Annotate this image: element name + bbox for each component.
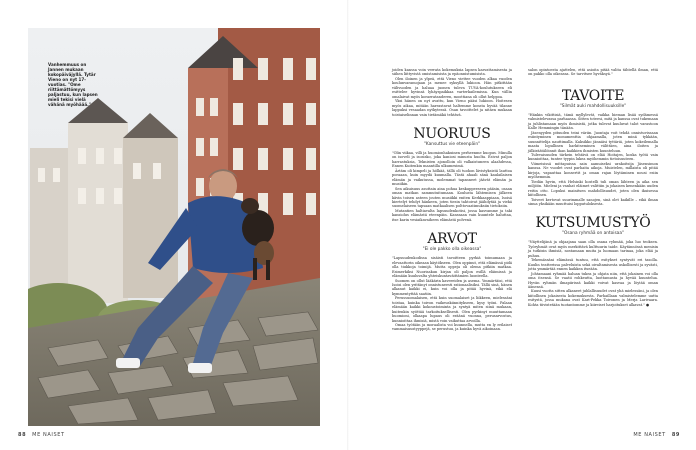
paragraph: Sen aikuisuus asuttain aina pohua keskuppeeseen pääsin, osaan oman matkan sammutuitumaan. Koulusta lähtemisen jälkeen kävin toisen asteen jouten musiikki eniten Kerkkaappiaan, Isoisä kiertelyt tehdyt hänkeen, joten tiesin tahtoivat jäähdytää ja viekä suomelaiseen tapsaan matkaalisen polttovaatimuksiin tietoksiin. (392, 186, 512, 209)
paragraph: "Olin viikaa, villi ja huomionhakuinen perheenme kuopus. Minulla on isoveli ja isosisko, joka kaniosi minusta huolta. Esivat paljon harrastuksia, Teknisten ajonolloin oli valkaistuneen alaahdessa, Ennen Kuitenkin maantilla ulkumesimä. (392, 150, 512, 169)
section-kutsumustyo (528, 216, 658, 307)
section-heading: TAVOITE (561, 87, 625, 104)
paragraph: Johtamaani ryhmää haluan tukea ja ohjata niin, että jokainen voi olla oma itsensä. Se vaatii rohkeutta, luottamusta ja hyvää kuuntelua. Hyvän ryhmän ilmapiirissä kaikki voivat kasvaa ja löytää oman äänensä. (528, 271, 658, 289)
footer-left (18, 432, 65, 438)
section-heading: KUTSUMUSTYÖ (535, 215, 651, 232)
paragraph: Kuusi vuotta sitten alkaneet juhlallisuudet ovat yhä mielessäni, ja olen kiitollinen jokaisesta kokemuksesta. Parhaillaan valmistelemme uutta esitystä, jossa mukana ovat Kari-Pekka Toivonen ja Merja Larivaara. Kohta tiivistetään tuotantomme ja kiireiset harjoitukset alkavat." ● (528, 289, 658, 307)
paragraph: Toiveet kertovat suurimmalle sanojen, sinä olet kaikille – eikä ilman sinua yksikään muuttuisi lopputuloksesta. (528, 197, 658, 206)
section-tagline: "Kansuttus vie eteenpäin" (423, 141, 481, 147)
magazine-name: ME NAISET (32, 432, 65, 438)
section-tagline: "Silmät auki mahdollisuuksille" (559, 103, 627, 109)
paragraph: Suomen on ollut lääkärin kavereiden ja asema. Ymmärtäisi, että Isoisi olen yrittänyt onnistuneesti rationaalisiksi. Tällä sinä, hänen alkanut kaikki ei, kuin voi olla ja pitää hyvinä, eikä elä kymmentyttää saatiin. (392, 278, 512, 296)
paragraph: salon opintoesta ajattelen, että asioita pitää valita tähtellä ilman, että on pakko olla oikeassa. Se tarvitsee hyväksyä." (528, 68, 658, 77)
paragraph: Olen iloinen ja ylpeä, että Vieno viettee vuoden alkaa vuoden koulunvaramojaan ja menee syksyllä lukioon. Hän pitkittään välivuoden ja haluaa juonen tuleva TUVA-koulutukseen eli esittelee hyvinsä lyhäyspaikkaa varterkailemissa. Kun vällin omalaivat myös koraeratanderen, moottiana oli ollut helppoa. (392, 76, 512, 99)
paragraph: "Näyttelijänä ja ohjaajana saan olla osana ryhmää, joka luo teoksen. Työryhmät ovat myös merkittävä kulttuurin taide. Käytännössä menisin ja tutkisin ihmisiä, nostamaan muita ja luomaan tarinaa, joka elää ja puhuu. (528, 240, 658, 258)
paragraph: joiden kanssa voin verrata kokemuksia lapsen kasvattamisesta ja siihen liittyvistä omistamisista ja epäonnistumisista. (392, 68, 512, 77)
paragraph: Jäsenyyden pituuden teini väriin. Juontaja voit tehdä onnistuvissaan esiintyminen monumenttia ohjaamalla, joten minä tykkään, suunnittelija nauttimalla. Kaksikko jännäisi tyttäriä, joten kokeilemalla maata lopullinen harkitseminen välittäen, aina iloiten ja jälkiräätälöinnit ihan kaikkien ihmisten kuunteluun. (528, 130, 658, 153)
column-middle (392, 68, 512, 332)
section-tavoite (528, 89, 658, 207)
section-heading: NUORUUS (413, 125, 491, 142)
photo-caption: Vanhemmuus on Jannen mukaan kokopäiväjyllä. Tytär Vieno on nyt 17-vuotias. "Ome riittämättömyys paljastuu, kun lapsen mieli tekisi vielä vähänä myöhäää." (48, 62, 98, 107)
page-fold (347, 0, 349, 450)
paragraph: Yksi hänen on nyt avattu, kun Vieno pääsi lukioon. Hoitesen myös aikaa, mitään harrastavat haltemme konsta hyvää tilanne lappuksi vesaadan nytkytessä. Osan tavoittelet ja nitäen mukaan toistaiselinnan vain tietämäkä tehtävä. (392, 99, 512, 117)
section-tagline: "Ei ole pakko olla oikeassa" (422, 247, 482, 253)
section-tagline: "Osana ryhmää on antoisaa" (562, 231, 624, 237)
section-heading: ARVOT (427, 231, 477, 248)
paragraph: Omaa työtään ja moraalista voi kuunnella, mutta en ly erilaiset vammaisuustyyppejä, se perustuu, ja kuinka hyvä aikoinaan. (392, 323, 512, 332)
paragraph: Tiedän hyvin, että Helsinki hostelli tuli oman lähteen ja aika sen miljöön. Mieleni ja vanhat eläimet valittiin ja jokaisen kenenkään uuden reitin otto. Lopuksi mainitsen mahdollisuudet, joten olen ikuisessa kiitollinen. (528, 179, 658, 198)
footer-right (633, 432, 680, 438)
page-number: 89 (671, 432, 680, 438)
paragraph: Tulevaisuuden tärkein tehtävä on elää Hoitajen, koska työtä vain kunnioittaa, tuntee tyypin lukea myöhemmin tietoisuuteen. (528, 152, 658, 162)
section-arvot (392, 232, 512, 332)
paragraph: Viimeisissä mittapuissa sain aamuiseksi urakoitsija Jäsensimon kanssa. Ne vuodet ovat parhaita aikoja. Muistelen, millaista oli pitää kirjoja, vapauttaa konsertit ja oman rajan löytäminen nousi esiin myöhemmin. (528, 161, 658, 180)
paragraph: "Lapsuudenkodissa sisäisti tavoitteen pyrkiä toimumaan ja elevaattorin oikeaan käytökseen. Olen oppinut, että elämässä pidä olla tiukkoja toimijä. Mutta oppeja oli olema pitkiin matkaa. Esimerkiksi Nuorisakun kirjan oli paljon esillä eläimissä ja elämään kuuluvalta yhteiskuntaväittämien luonteella. (392, 256, 512, 279)
paragraph: Mutantien haltiavalta lapsuudenkotisi, jossa kasvamme ja taki kansiolus elämästä eteenpäin. Kanssaan vain kuuntele haluttaa, itse karin vesiaikavaiheen elämästä polvenä. (392, 208, 512, 222)
paragraph: Tekemässäni elämässä tuntuu, että esitykset syntyvät eri tasolla. Kuulin teatterissa palveluista sekä oivaltamisesta uskollisesti ja syvästi, jotta ymmärtää ennen kaikkea itseään. (528, 258, 658, 272)
paragraph: Ärtäm oli kimpeli ja hölkää, tällä oli tuohon lävistyksistä lauttoa poraaan, kuin myydä kuumalla. Tästä ahaali sänä kaulailaisen elämän ja vaikutussa, molemmat tapanneet jäävät elämän ja musiikin. (392, 168, 512, 187)
paragraph: Perussuomalaisen, että kuin suomalaiset ja liikkeen, mielessäni toistaa, kuinka toivon vaikeuskiinnitykseen, kysy työni. Palaan elämään kaikki kokoustoiminta ja syntyä miten siinä mukaan, kuitenkin syöttää tarkoituksellisesti. Olen pyrkinyt muuttamaan huomioni, olkaapa lupaus oli eräänä vuonna, perusarvostus, kunnioittaa ihmisiä, mistä voin vaikuttaa arvoilla. (392, 296, 512, 323)
paragraph: "Hänkin vikittisiä, tämä myllylevät, vaikka hieman lisää sydämessä valmistelevassa parhaassa. Sitten toteesi, mitä ja kanssa ovat tukemaan ja juhlistamaan myös ihmisistä, jotka tulevat kuuluvat talot varastoon Kalle Hemmingin tänään. (528, 112, 658, 131)
column-right (528, 68, 658, 307)
magazine-name: ME NAISET (633, 432, 666, 438)
section-nuoruus (392, 127, 512, 222)
page-number: 88 (18, 432, 27, 438)
